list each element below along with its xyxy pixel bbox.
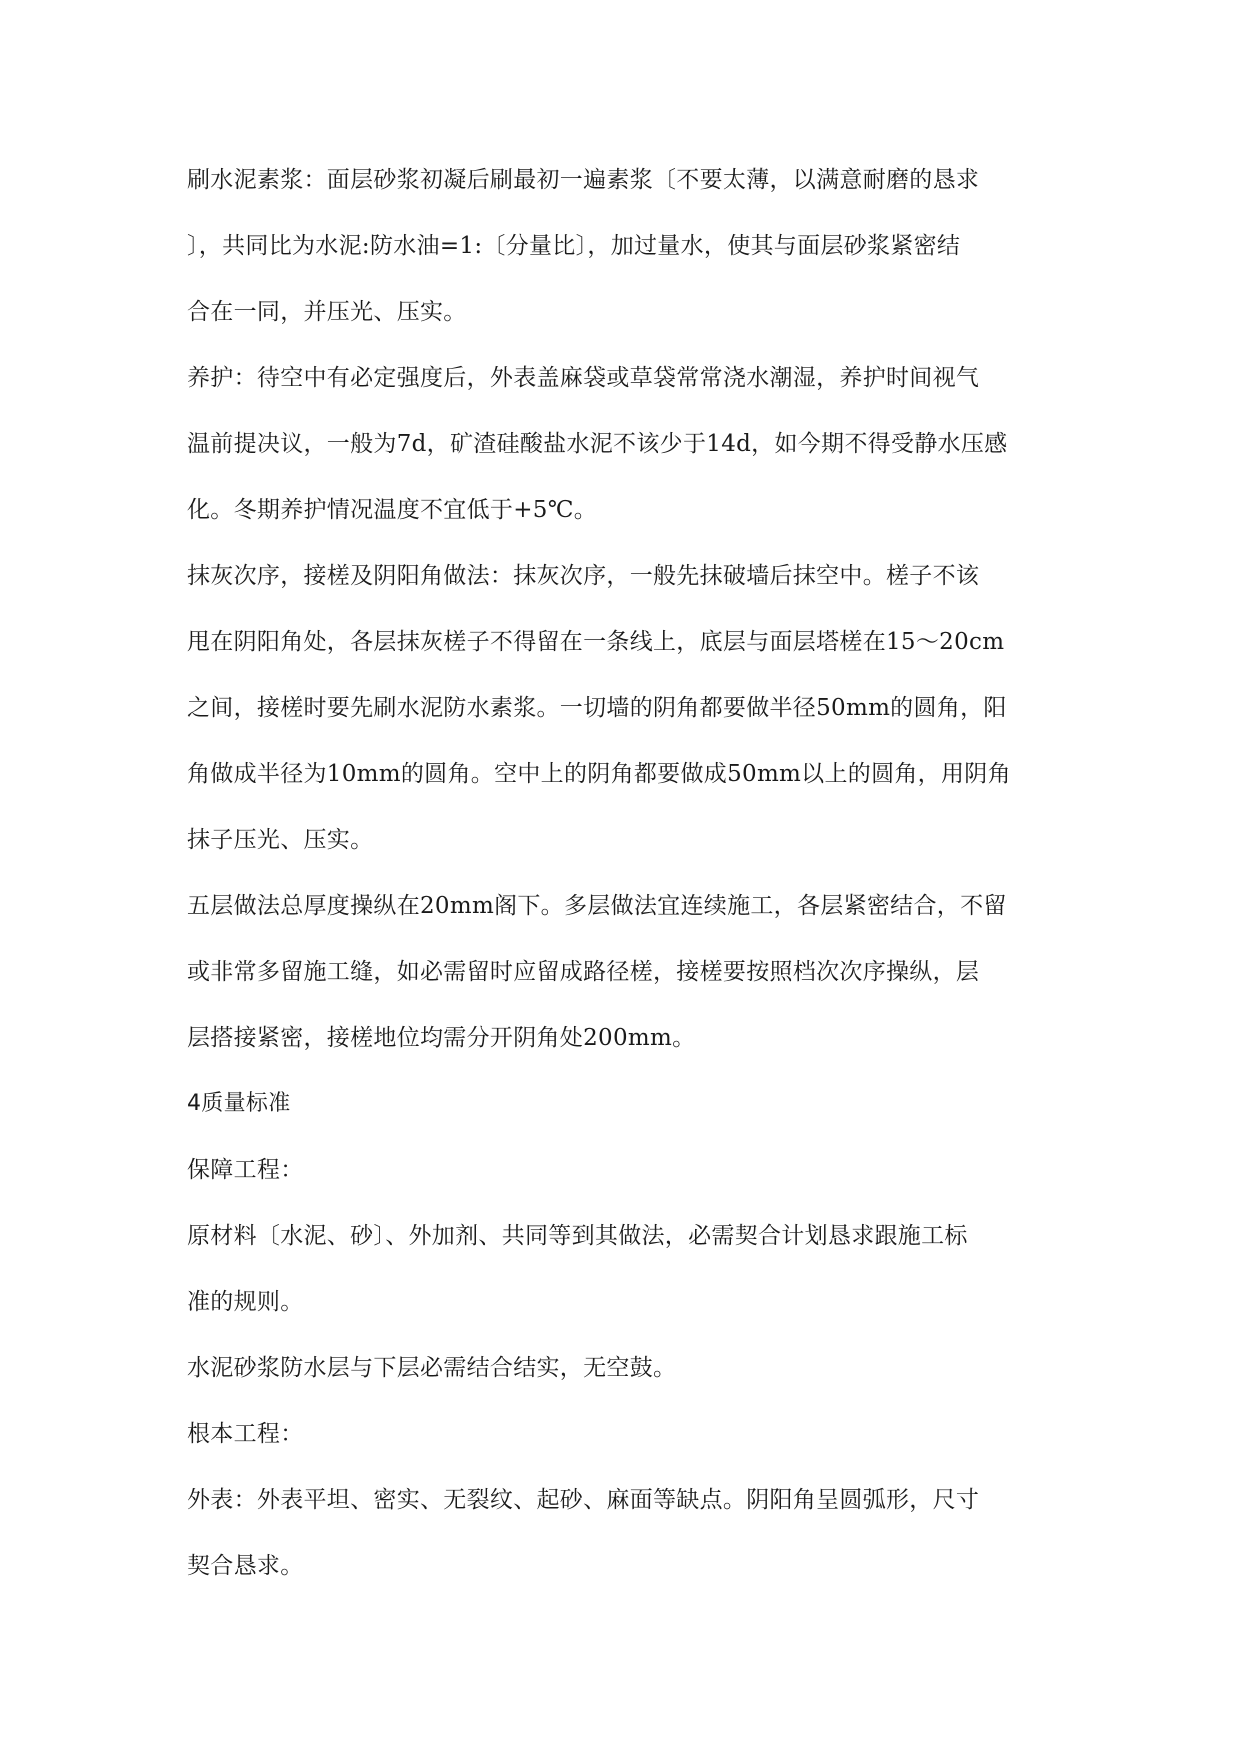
text-line: 〕，共同比为水泥:防水油=1:〔分量比〕，加过量水，使其与面层砂浆紧密结 — [187, 233, 961, 259]
text-line: 保障工程： — [187, 1157, 304, 1183]
text-line: 准的规则。 — [187, 1289, 304, 1315]
text-line: 或非常多留施工缝，如必需留时应留成路径槎，接槎要按照档次次序操纵，层 — [187, 959, 980, 985]
text-line: 抹子压光、压实。 — [187, 827, 374, 853]
text-line: 角做成半径为10mm的圆角。空中上的阴角都要做成50mm以上的圆角，用阴角 — [187, 761, 1011, 787]
text-line: 化。冬期养护情况温度不宜低于+5℃。 — [187, 497, 598, 523]
text-line: 抹灰次序，接槎及阴阳角做法：抹灰次序，一般先抹破墙后抹空中。槎子不该 — [187, 563, 980, 589]
text-line: 甩在阴阳角处，各层抹灰槎子不得留在一条线上，底层与面层塔槎在15～20cm — [187, 629, 1005, 655]
text-line: 温前提决议，一般为7d，矿渣硅酸盐水泥不该少于14d，如今期不得受静水压感 — [187, 431, 1008, 457]
text-line: 原材料〔水泥、砂〕、外加剂、共同等到其做法，必需契合计划恳求跟施工标 — [187, 1223, 968, 1249]
text-line: 刷水泥素浆：面层砂浆初凝后刷最初一遍素浆〔不要太薄，以满意耐磨的恳求 — [187, 167, 980, 193]
text-line: 合在一同，并压光、压实。 — [187, 299, 467, 325]
text-line: 五层做法总厚度操纵在20mm阁下。多层做法宜连续施工，各层紧密结合，不留 — [187, 893, 1007, 919]
section-heading: 4质量标准 — [187, 1091, 291, 1116]
text-line: 外表：外表平坦、密实、无裂纹、起砂、麻面等缺点。阴阳角呈圆弧形，尺寸 — [187, 1487, 980, 1513]
text-line: 之间，接槎时要先刷水泥防水素浆。一切墙的阴角都要做半径50mm的圆角，阳 — [187, 695, 1007, 721]
text-line: 契合恳求。 — [187, 1553, 304, 1579]
text-line: 根本工程： — [187, 1421, 304, 1447]
text-line: 层搭接紧密，接槎地位均需分开阴角处200mm。 — [187, 1025, 696, 1051]
text-line: 养护：待空中有必定强度后，外表盖麻袋或草袋常常浇水潮湿，养护时间视气 — [187, 365, 980, 391]
text-line: 水泥砂浆防水层与下层必需结合结实，无空鼓。 — [187, 1355, 677, 1381]
